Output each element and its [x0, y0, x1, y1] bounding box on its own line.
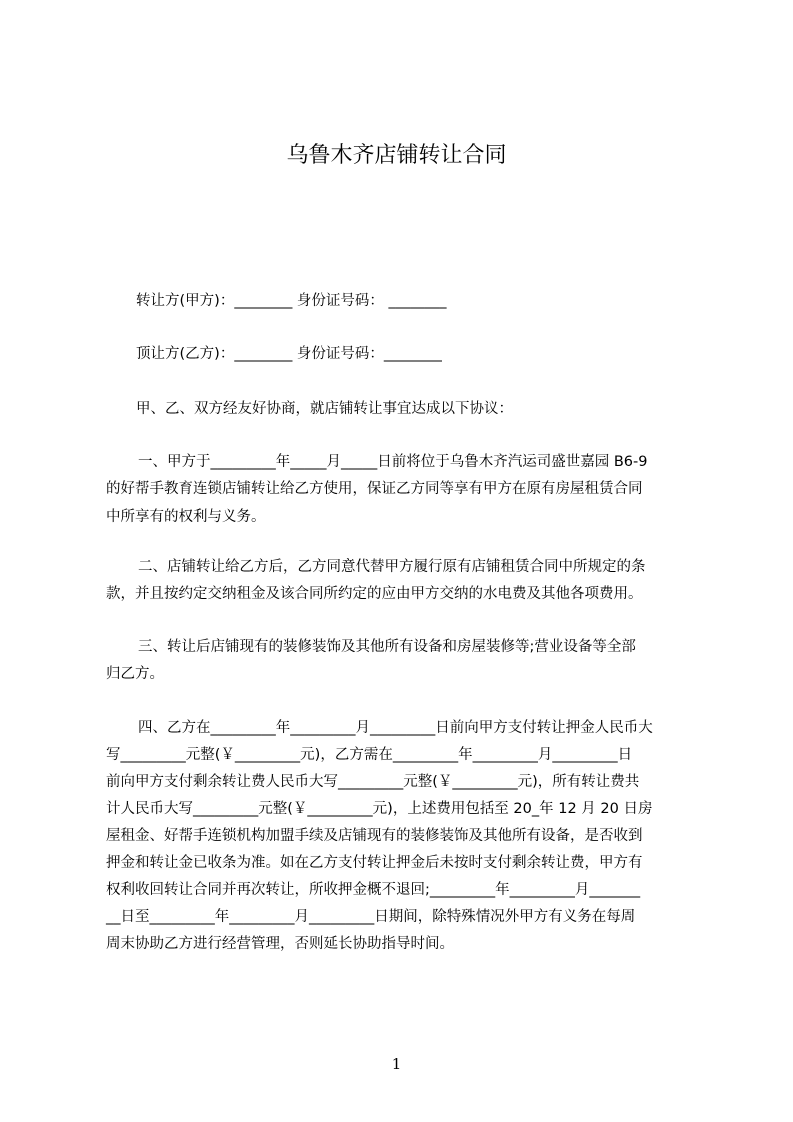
- clause-4-line: 押金和转让金已收条为准。如在乙方支付转让押金后未按时支付剩余转让费，甲方有: [106, 855, 643, 871]
- clause-3-line: 三、转让后店铺现有的装修装饰及其他所有设备和房屋装修等;营业设备等全部: [138, 639, 636, 655]
- clause-3-line: 归乙方。: [106, 666, 164, 682]
- clause-4-line: 权利收回转让合同并再次转让，所收押金概不退回;_________年_________月_______: [106, 882, 641, 898]
- clause-4-line: 四、乙方在_________年_________月_________日前向甲方支付转让押金人民币大: [138, 720, 653, 736]
- clause-4-line: 周末协助乙方进行经营管理，否则延长协助指导时间。: [106, 936, 454, 952]
- clause-2-line: 款，并且按约定交纳租金及该合同所约定的应由甲方交纳的水电费及其他各项费用。: [106, 586, 643, 602]
- clause-4-line: 前向甲方支付剩余转让费人民币大写_________元整(￥_________元)，所有转让费共: [106, 774, 640, 790]
- clause-4-line: 屋租金、好帮手连锁机构加盟手续及店铺现有的装修装饰及其他所有设备，是否收到: [106, 828, 643, 844]
- clause-1-line: 中所享有的权利与义务。: [106, 509, 266, 525]
- clause-1-line: 一、甲方于_________年_____月_____日前将位于乌鲁木齐汽运司盛世嘉园 B6-9: [138, 454, 648, 470]
- intro-line: 甲、乙、双方经友好协商，就店铺转让事宜达成以下协议：: [136, 401, 513, 417]
- party-a-line: 转让方(甲方)：________ 身份证号码： ________: [136, 293, 447, 309]
- page-number: 1: [391, 1055, 402, 1073]
- clause-4-line: 写_________元整(￥_________元)，乙方需在_________年_________月_________日: [106, 747, 633, 763]
- clause-4-line: __日至_________年_________月_________日期间，除特殊情况外甲方有义务在每周: [106, 909, 636, 925]
- document-title: 乌鲁木齐店铺转让合同: [286, 143, 507, 168]
- party-b-line: 顶让方(乙方)：________ 身份证号码：________: [136, 346, 442, 362]
- clause-2-line: 二、店铺转让给乙方后，乙方同意代替甲方履行原有店铺租赁合同中所规定的条: [138, 559, 646, 575]
- clause-4-line: 计人民币大写_________元整(￥_________元)，上述费用包括至 20_年 12 月 20 日房: [106, 801, 653, 817]
- clause-1-line: 的好帮手教育连锁店铺转让给乙方使用，保证乙方同等享有甲方在原有房屋租赁合同: [106, 481, 643, 497]
